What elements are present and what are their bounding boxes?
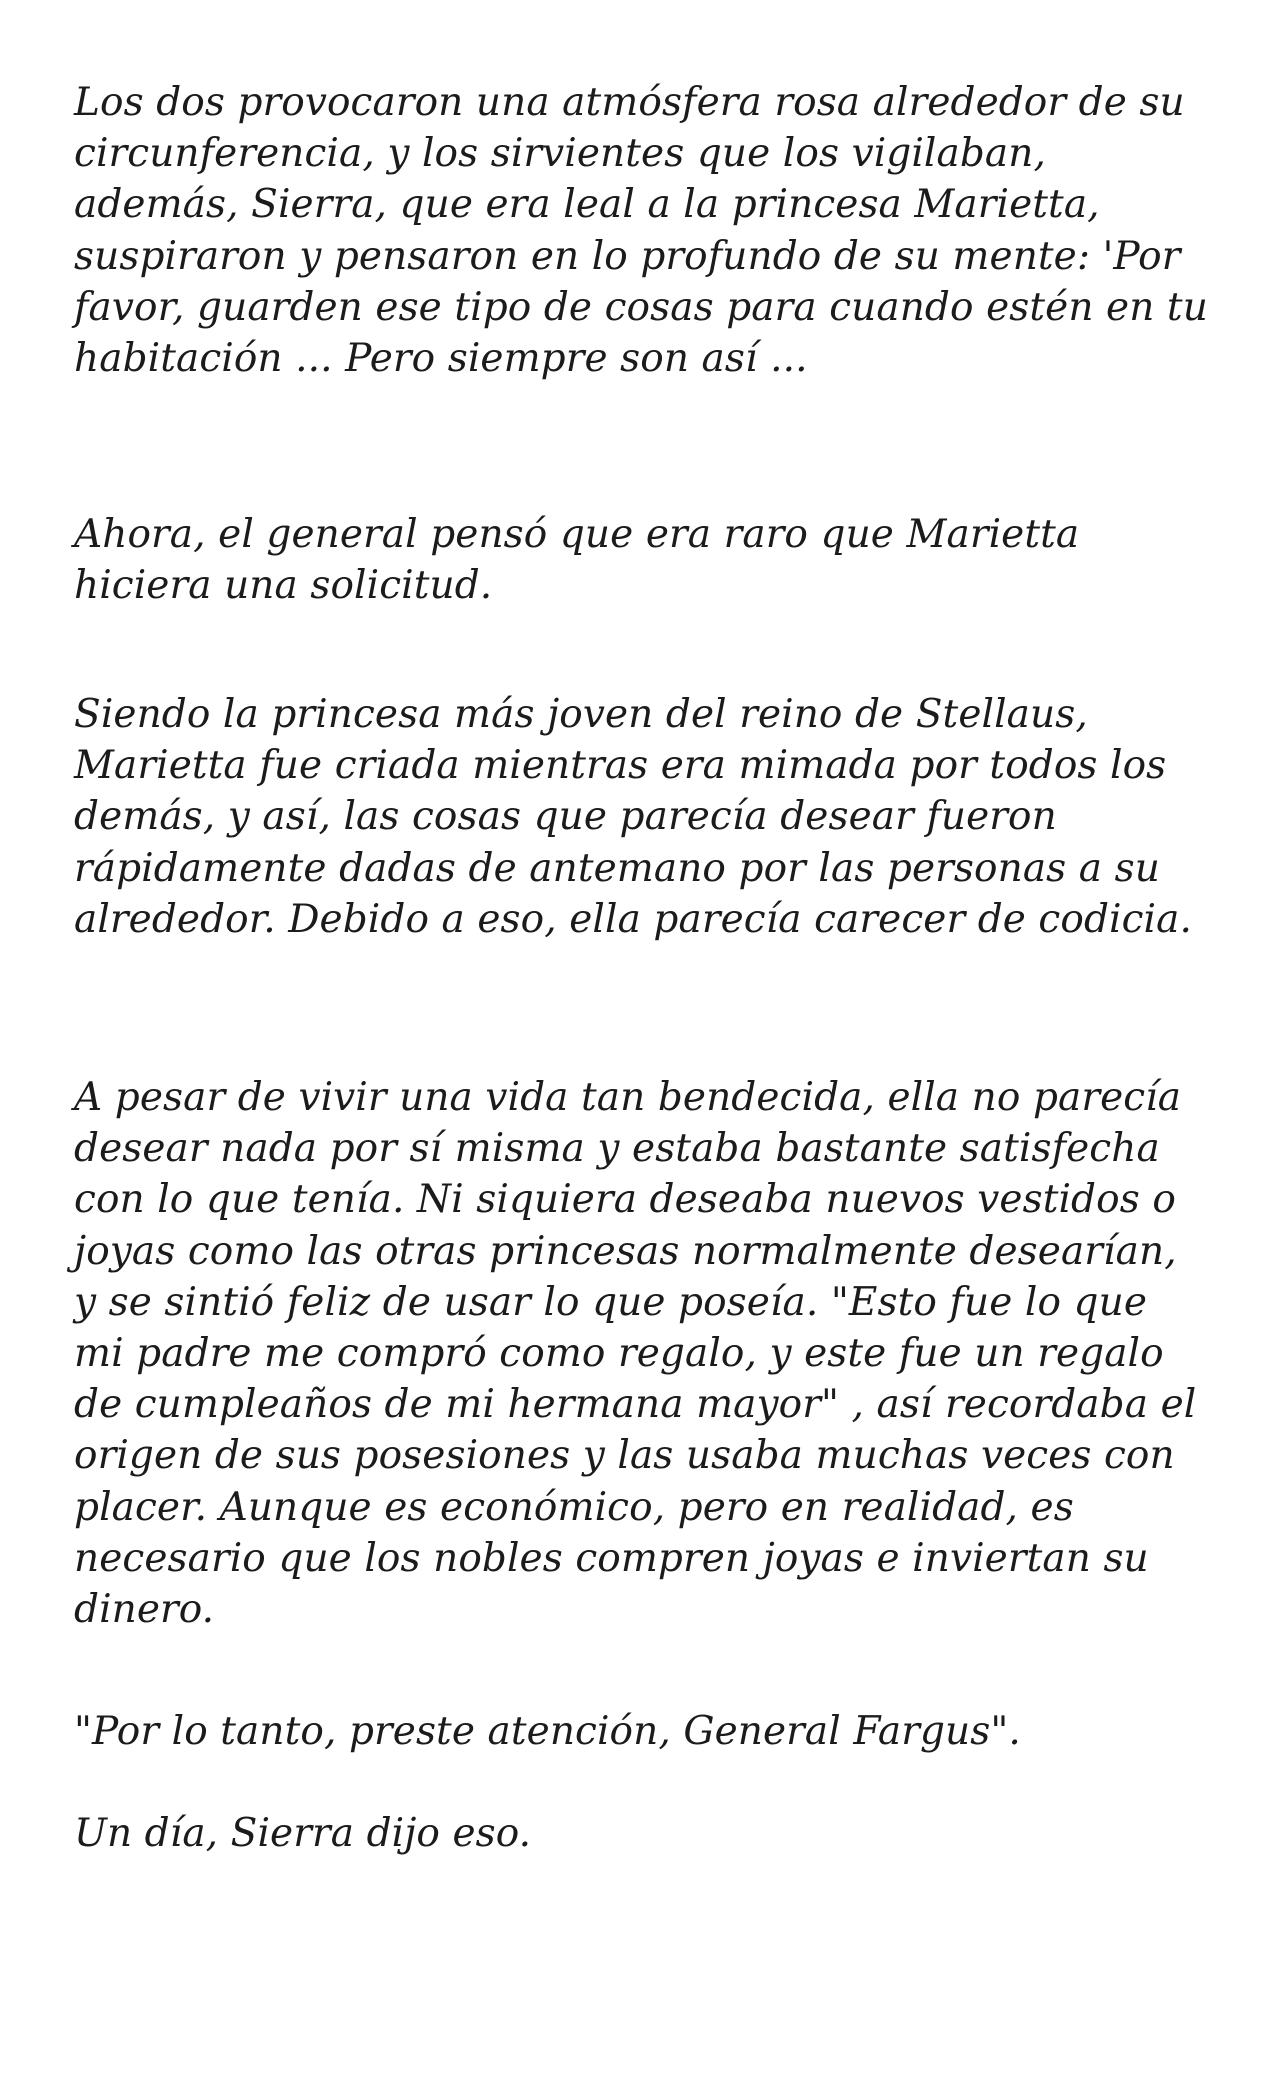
paragraph-5: "Por lo tanto, preste atención, General Fargus". — [74, 1709, 1021, 1754]
paragraph-1: Los dos provocaron una atmósfera rosa alrededor de su circunferencia, y los sirvientes que los vigilaban, además, Sierra, que era leal a la princesa Marietta, suspiraron y pensaron en lo profundo de su mente: 'Por favor, guarden ese tipo de cosas para cuando estén en tu habitación ... Pero siempre son así ... — [74, 80, 1208, 382]
paragraph-4: A pesar de vivir una vida tan bendecida, ella no parecía desear nada por sí misma y estaba bastante satisfecha con lo que tenía. Ni siquiera deseaba nuevos vestidos o joyas como las otras princesas normalmente desearían, y se sintió feliz de usar lo que poseía. "Esto fue lo que mi padre me compró como regalo, y este fue un regalo de cumpleaños de mi hermana mayor" , así recordaba el origen de sus posesiones y las usaba muchas veces con placer. Aunque es económico, pero en realidad, es necesario que los nobles compren joyas e inviertan su dinero. — [74, 1075, 1197, 1633]
paragraph-2: Ahora, el general pensó que era raro que Marietta hiciera una solicitud. — [74, 512, 1080, 609]
paragraph-6: Un día, Sierra dijo eso. — [74, 1811, 532, 1856]
paragraph-3: Siendo la princesa más joven del reino de Stellaus, Marietta fue criada mientras era mimada por todos los demás, y así, las cosas que parecía desear fueron rápidamente dadas de antemano por las personas a su alrededor. Debido a eso, ella parecía carecer de codicia. — [74, 692, 1192, 942]
